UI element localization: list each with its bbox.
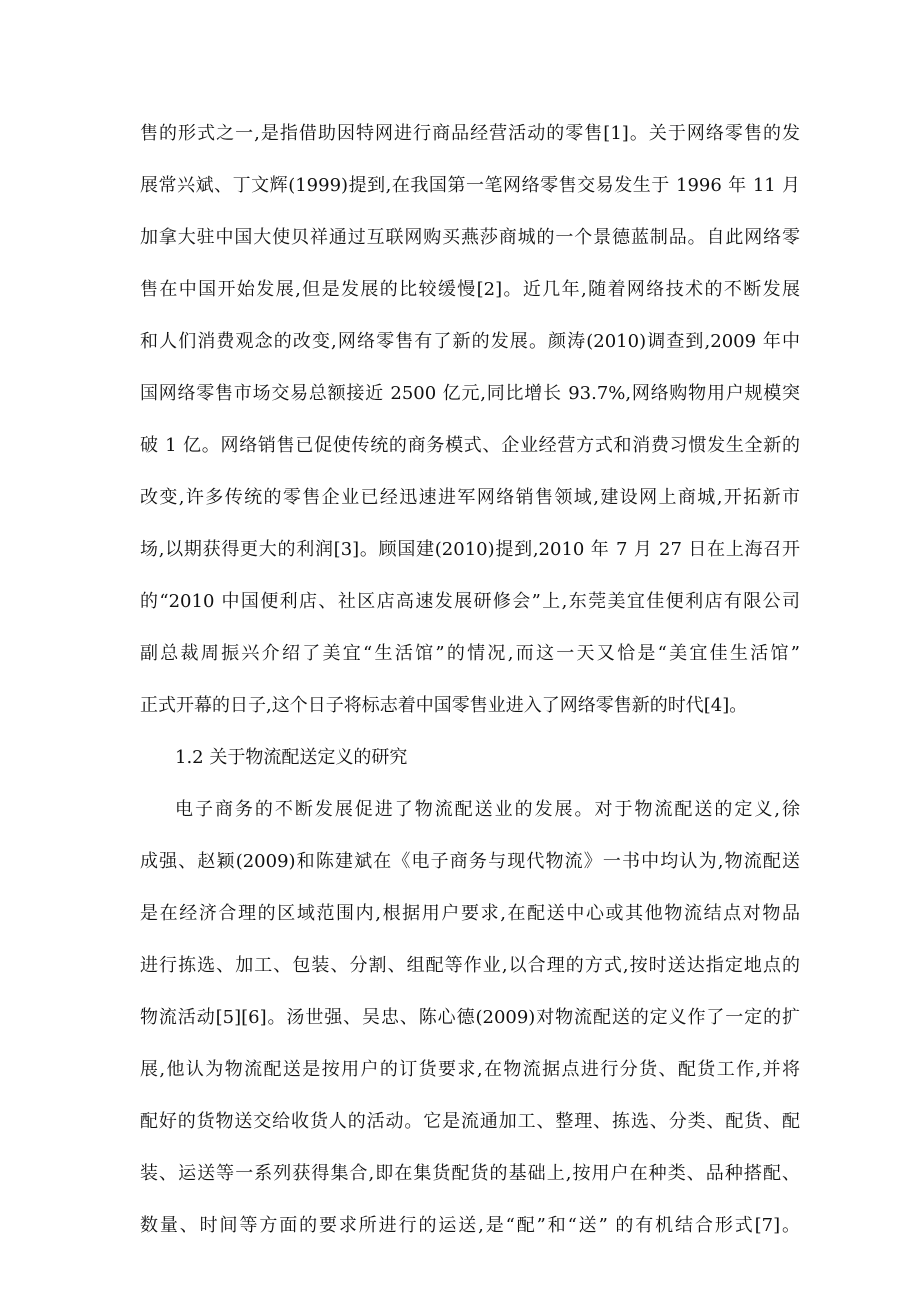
paragraph-line: 物流活动[5][6]。汤世强、吴忠、陈心德(2009)对物流配送的定义作了一定的扩 [140,1007,800,1028]
paragraph-line: 场,以期获得更大的利润[3]。顾国建(2010)提到,2010 年 7 月 27 日在上海召开 [140,539,800,560]
paragraph-line: 配好的货物送交给收货人的活动。它是流通加工、整理、拣选、分类、配货、配 [140,1111,800,1132]
paragraph-line: 装、运送等一系列获得集合,即在集货配货的基础上,按用户在种类、品种搭配、 [140,1163,800,1184]
paragraph-line: 破 1 亿。网络销售已促使传统的商务模式、企业经营方式和消费习惯发生全新的 [140,435,800,456]
paragraph-line: 售在中国开始发展,但是发展的比较缓慢[2]。近几年,随着网络技术的不断发展 [140,279,800,300]
paragraph-line: 改变,许多传统的零售企业已经迅速进军网络销售领域,建设网上商城,开拓新市 [140,487,800,508]
paragraph-line: 加拿大驻中国大使贝祥通过互联网购买燕莎商城的一个景德蓝制品。自此网络零 [140,227,800,248]
paragraph-line: 是在经济合理的区域范围内,根据用户要求,在配送中心或其他物流结点对物品 [140,903,800,924]
paragraph-line: 售的形式之一,是指借助因特网进行商品经营活动的零售[1]。关于网络零售的发 [140,123,800,144]
paragraph-line: 国网络零售市场交易总额接近 2500 亿元,同比增长 93.7%,网络购物用户规模突 [140,383,800,404]
paragraph-line: 副总裁周振兴介绍了美宜“生活馆”的情况,而这一天又恰是“美宜佳生活馆” [140,643,800,664]
paragraph-line: 数量、时间等方面的要求所进行的运送,是“配”和“送” 的有机结合形式[7]。 [140,1215,800,1236]
paragraph-line: 成强、赵颖(2009)和陈建斌在《电子商务与现代物流》一书中均认为,物流配送 [140,851,800,872]
paragraph-line: 的“2010 中国便利店、社区店高速发展研修会”上,东莞美宜佳便利店有限公司 [140,591,800,612]
paragraph-line: 展,他认为物流配送是按用户的订货要求,在物流据点进行分货、配货工作,并将 [140,1059,800,1080]
paragraph-line: 正式开幕的日子,这个日子将标志着中国零售业进入了网络零售新的时代[4]。 [140,695,748,716]
paragraph-line: 进行拣选、加工、包装、分割、组配等作业,以合理的方式,按时送达指定地点的 [140,955,800,976]
section-heading: 1.2 关于物流配送定义的研究 [175,747,408,768]
paragraph-line: 展常兴斌、丁文辉(1999)提到,在我国第一笔网络零售交易发生于 1996 年 11 月 [140,175,800,196]
paragraph-line: 电子商务的不断发展促进了物流配送业的发展。对于物流配送的定义,徐 [175,799,800,820]
paragraph-line: 和人们消费观念的改变,网络零售有了新的发展。颜涛(2010)调查到,2009 年中 [140,331,800,352]
